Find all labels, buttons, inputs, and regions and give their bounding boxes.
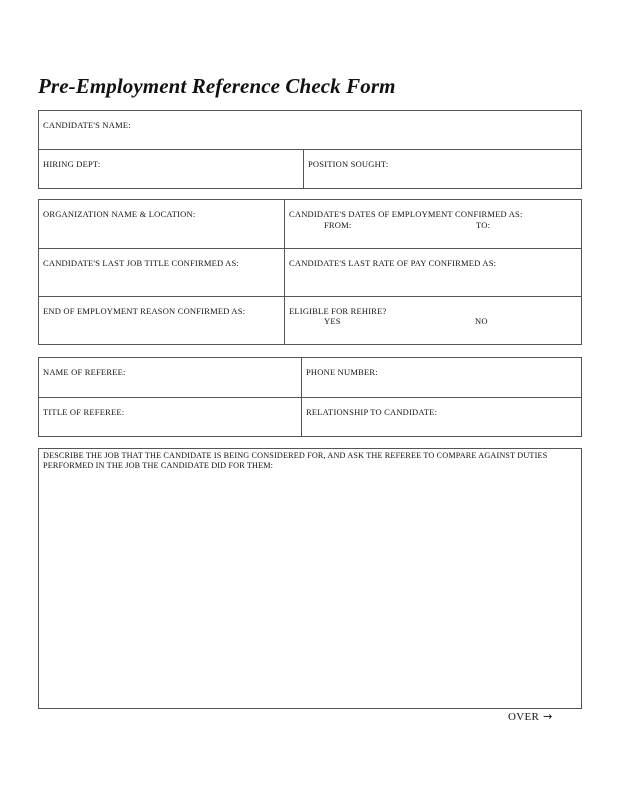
rehire-yes-option[interactable]: YES [324, 316, 341, 326]
from-label: FROM: [324, 220, 352, 230]
over-label: OVER [508, 711, 540, 723]
relationship-field[interactable] [302, 398, 581, 436]
candidate-name-field[interactable] [39, 111, 581, 149]
rehire-label: ELIGIBLE FOR REHIRE? [289, 306, 387, 316]
last-job-title-label: CANDIDATE'S LAST JOB TITLE CONFIRMED AS: [43, 258, 239, 268]
referee-title-label: TITLE OF REFEREE: [43, 407, 125, 417]
end-reason-label: END OF EMPLOYMENT REASON CONFIRMED AS: [43, 306, 246, 316]
to-label: TO: [476, 220, 491, 230]
phone-number-label: PHONE NUMBER: [306, 367, 378, 377]
right-arrow-icon: → [543, 710, 553, 723]
organization-field[interactable] [39, 200, 284, 248]
last-job-title-field[interactable] [39, 249, 284, 296]
divider [284, 200, 285, 344]
page-title: Pre-Employment Reference Check Form [38, 74, 396, 98]
referee-name-field[interactable] [39, 358, 301, 397]
employment-dates-label: CANDIDATE'S DATES OF EMPLOYMENT CONFIRMED AS: [289, 209, 523, 219]
employment-confirmation-section [38, 199, 582, 345]
referee-title-field[interactable] [39, 398, 301, 436]
relationship-label: RELATIONSHIP TO CANDIDATE: [306, 407, 438, 417]
job-comparison-label: DESCRIBE THE JOB THAT THE CANDIDATE IS BEING CONSIDERED FOR, AND ASK THE REFEREE TO COMPARE AGAINST DUTIES PERFORMED IN THE JOB THE CANDIDATE DID FOR THEM: [43, 451, 548, 470]
referee-info-section [38, 357, 582, 437]
organization-label: ORGANIZATION NAME & LOCATION: [43, 209, 196, 219]
position-sought-field[interactable] [304, 150, 581, 188]
last-pay-rate-label: CANDIDATE'S LAST RATE OF PAY CONFIRMED AS: [289, 258, 497, 268]
hiring-dept-label: HIRING DEPT: [43, 159, 101, 169]
divider [301, 358, 302, 436]
position-sought-label: POSITION SOUGHT: [308, 159, 389, 169]
hiring-dept-field[interactable] [39, 150, 303, 188]
last-pay-rate-field[interactable] [285, 249, 581, 296]
end-reason-field[interactable] [39, 297, 284, 344]
phone-number-field[interactable] [302, 358, 581, 397]
candidate-name-label: CANDIDATE'S NAME: [43, 120, 131, 130]
employment-dates-field[interactable] [285, 200, 581, 248]
candidate-info-section [38, 110, 582, 189]
referee-name-label: NAME OF REFEREE: [43, 367, 126, 377]
job-comparison-section[interactable] [38, 448, 582, 709]
rehire-field [285, 297, 581, 344]
over-indicator [508, 710, 553, 723]
rehire-no-option[interactable]: NO [475, 316, 488, 326]
